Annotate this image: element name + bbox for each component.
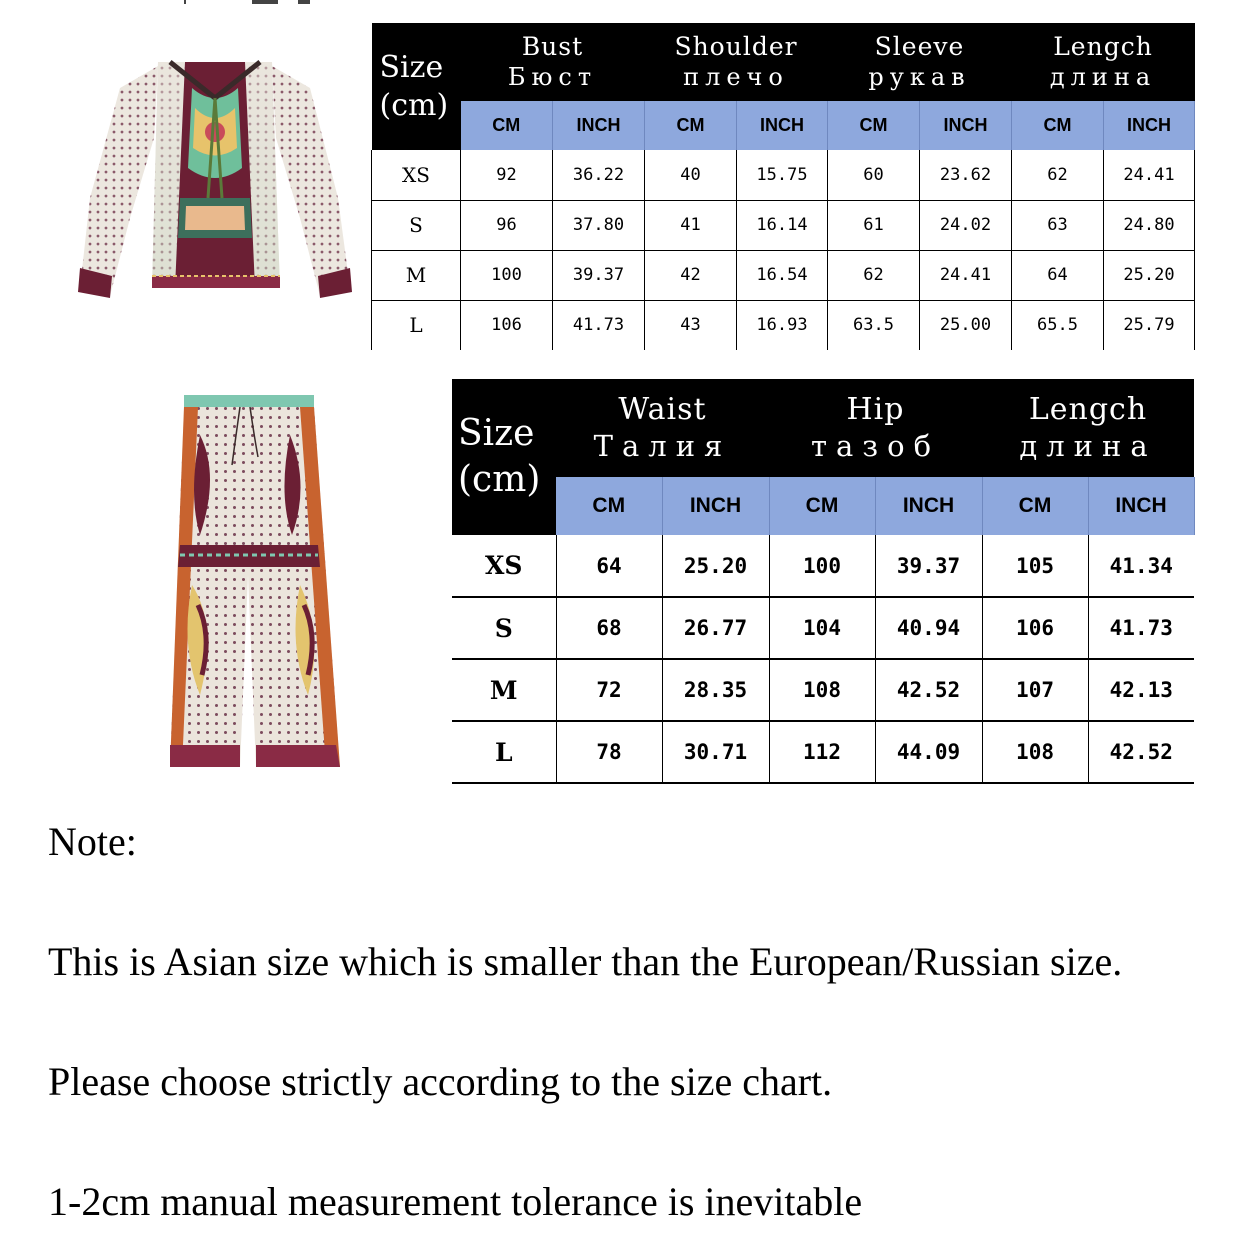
value-cell: 30.71: [662, 721, 769, 783]
value-cell: 25.79: [1104, 300, 1195, 350]
size-label: Size: [379, 49, 444, 85]
group-ru: тазоб: [810, 429, 941, 463]
value-cell: 41: [645, 200, 737, 250]
value-cell: 16.14: [737, 200, 828, 250]
waist-header: [556, 379, 769, 477]
value-cell: 24.80: [1104, 200, 1195, 250]
value-cell: 42.52: [1088, 721, 1194, 783]
value-cell: 42: [645, 250, 737, 300]
group-en: Shoulder: [674, 32, 798, 61]
group-en: Bust: [521, 32, 584, 61]
blouse-image: [70, 48, 360, 308]
value-cell: 106: [461, 300, 553, 350]
value-cell: 105: [982, 535, 1088, 597]
unit-cm: CM: [1012, 101, 1104, 150]
value-cell: 39.37: [553, 250, 645, 300]
value-cell: 43: [645, 300, 737, 350]
value-cell: 15.75: [737, 150, 828, 200]
hip-header: [769, 379, 982, 477]
unit-label: (cm): [379, 87, 449, 123]
size-header: [452, 379, 556, 535]
value-cell: 28.35: [662, 659, 769, 721]
value-cell: 62: [828, 250, 920, 300]
unit-cm: CM: [645, 101, 737, 150]
value-cell: 100: [769, 535, 875, 597]
pants-image: [140, 395, 350, 775]
value-cell: 36.22: [553, 150, 645, 200]
value-cell: 108: [982, 721, 1088, 783]
unit-inch: INCH: [662, 477, 769, 535]
value-cell: 62: [1012, 150, 1104, 200]
note-choose-strictly: Please choose strictly according to the size chart.: [48, 1059, 833, 1104]
value-cell: 107: [982, 659, 1088, 721]
unit-inch: INCH: [920, 101, 1012, 150]
bust-header: [461, 23, 645, 101]
value-cell: 37.80: [553, 200, 645, 250]
group-en: Sleeve: [874, 32, 965, 61]
unit-inch: INCH: [875, 477, 982, 535]
table-row: [452, 659, 1194, 721]
size-cell: L: [452, 721, 556, 783]
value-cell: 92: [461, 150, 553, 200]
size-cell: S: [452, 597, 556, 659]
value-cell: 16.93: [737, 300, 828, 350]
table-row: [452, 721, 1194, 783]
value-cell: 39.37: [875, 535, 982, 597]
value-cell: 63: [1012, 200, 1104, 250]
value-cell: 40.94: [875, 597, 982, 659]
size-cell: M: [452, 659, 556, 721]
size-label: Size: [458, 413, 535, 454]
group-en: Hip: [846, 392, 905, 427]
value-cell: 24.02: [920, 200, 1012, 250]
value-cell: 24.41: [920, 250, 1012, 300]
group-en: Waist: [618, 392, 707, 427]
size-cell: S: [372, 200, 461, 250]
value-cell: 41.73: [1088, 597, 1194, 659]
value-cell: 25.20: [1104, 250, 1195, 300]
length-header: [1012, 23, 1195, 101]
value-cell: 104: [769, 597, 875, 659]
value-cell: 72: [556, 659, 662, 721]
cropped-label-remnant: [180, 0, 320, 6]
value-cell: 61: [828, 200, 920, 250]
group-en: Lengch: [1053, 32, 1153, 61]
bottom-size-table: [452, 379, 1195, 784]
table-row: [372, 200, 1195, 250]
size-header: [372, 23, 461, 150]
value-cell: 64: [1012, 250, 1104, 300]
size-cell: XS: [452, 535, 556, 597]
group-ru: длина: [1019, 429, 1157, 463]
group-ru: Бюст: [507, 63, 598, 91]
top-size-table: [371, 23, 1195, 350]
length-header: [982, 379, 1194, 477]
unit-label: (cm): [458, 459, 541, 500]
note-tolerance: 1-2cm manual measurement tolerance is inevitable: [48, 1179, 863, 1224]
value-cell: 63.5: [828, 300, 920, 350]
unit-inch: INCH: [737, 101, 828, 150]
sleeve-header: [828, 23, 1012, 101]
value-cell: 26.77: [662, 597, 769, 659]
value-cell: 112: [769, 721, 875, 783]
unit-cm: CM: [556, 477, 662, 535]
value-cell: 23.62: [920, 150, 1012, 200]
unit-inch: INCH: [1104, 101, 1195, 150]
value-cell: 108: [769, 659, 875, 721]
value-cell: 41.34: [1088, 535, 1194, 597]
value-cell: 25.20: [662, 535, 769, 597]
group-ru: рукав: [868, 63, 971, 91]
size-cell: L: [372, 300, 461, 350]
value-cell: 44.09: [875, 721, 982, 783]
unit-cm: CM: [828, 101, 920, 150]
value-cell: 42.13: [1088, 659, 1194, 721]
shoulder-header: [645, 23, 828, 101]
value-cell: 78: [556, 721, 662, 783]
unit-inch: INCH: [1088, 477, 1194, 535]
unit-cm: CM: [461, 101, 553, 150]
table-row: [452, 597, 1194, 659]
unit-inch: INCH: [553, 101, 645, 150]
group-ru: длина: [1049, 63, 1157, 91]
table-row: [372, 150, 1195, 200]
size-cell: XS: [372, 150, 461, 200]
value-cell: 60: [828, 150, 920, 200]
value-cell: 41.73: [553, 300, 645, 350]
group-ru: Талия: [593, 429, 732, 463]
unit-cm: CM: [769, 477, 875, 535]
value-cell: 96: [461, 200, 553, 250]
value-cell: 40: [645, 150, 737, 200]
unit-cm: CM: [982, 477, 1088, 535]
size-cell: M: [372, 250, 461, 300]
value-cell: 65.5: [1012, 300, 1104, 350]
table-row: [372, 250, 1195, 300]
value-cell: 16.54: [737, 250, 828, 300]
group-en: Lengch: [1028, 392, 1148, 427]
value-cell: 68: [556, 597, 662, 659]
value-cell: 100: [461, 250, 553, 300]
value-cell: 25.00: [920, 300, 1012, 350]
table-row: [452, 535, 1194, 597]
value-cell: 64: [556, 535, 662, 597]
value-cell: 106: [982, 597, 1088, 659]
note-asian-size: This is Asian size which is smaller than the European/Russian size.: [48, 939, 1123, 984]
value-cell: 42.52: [875, 659, 982, 721]
group-ru: плечо: [683, 63, 789, 91]
value-cell: 24.41: [1104, 150, 1195, 200]
table-row: [372, 300, 1195, 350]
note-title: Note:: [48, 819, 137, 864]
